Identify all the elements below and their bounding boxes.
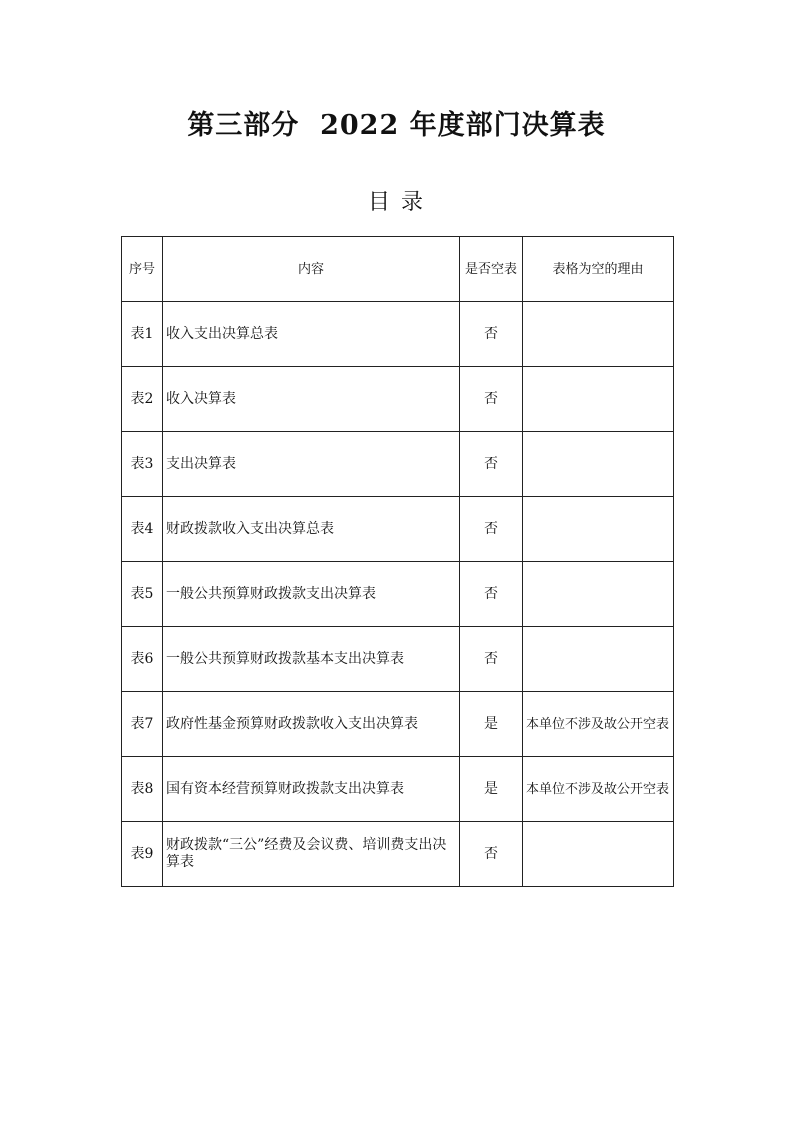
row-content: 一般公共预算财政拨款基本支出决算表	[163, 627, 460, 692]
table-row	[122, 692, 674, 757]
row-reason	[523, 367, 674, 432]
row-content: 收入决算表	[163, 367, 460, 432]
row-reason	[523, 822, 674, 887]
row-reason: 本单位不涉及故公开空表	[523, 692, 674, 757]
header-content: 内容	[163, 237, 460, 302]
row-seq: 表4	[122, 497, 163, 562]
row-seq: 表2	[122, 367, 163, 432]
header-is-empty: 是否空表	[460, 237, 523, 302]
row-content: 支出决算表	[163, 432, 460, 497]
row-reason	[523, 302, 674, 367]
row-is-empty: 否	[460, 367, 523, 432]
catalog-subtitle: 目 录	[368, 190, 425, 215]
table-row	[122, 627, 674, 692]
row-content: 收入支出决算总表	[163, 302, 460, 367]
row-seq: 表5	[122, 562, 163, 627]
table-row	[122, 822, 674, 887]
row-is-empty: 是	[460, 692, 523, 757]
row-seq: 表6	[122, 627, 163, 692]
row-reason: 本单位不涉及故公开空表	[523, 757, 674, 822]
row-content: 政府性基金预算财政拨款收入支出决算表	[163, 692, 460, 757]
table-row	[122, 497, 674, 562]
table-header-row	[122, 237, 674, 302]
row-content: 财政拨款收入支出决算总表	[163, 497, 460, 562]
row-reason	[523, 497, 674, 562]
row-is-empty: 是	[460, 757, 523, 822]
row-seq: 表7	[122, 692, 163, 757]
row-seq: 表9	[122, 822, 163, 887]
table-row	[122, 432, 674, 497]
row-is-empty: 否	[460, 302, 523, 367]
row-seq: 表3	[122, 432, 163, 497]
row-seq: 表1	[122, 302, 163, 367]
row-is-empty: 否	[460, 497, 523, 562]
table-row	[122, 302, 674, 367]
row-is-empty: 否	[460, 822, 523, 887]
row-is-empty: 否	[460, 627, 523, 692]
row-is-empty: 否	[460, 432, 523, 497]
table-row	[122, 757, 674, 822]
row-content: 国有资本经营预算财政拨款支出决算表	[163, 757, 460, 822]
header-reason: 表格为空的理由	[523, 237, 674, 302]
catalog-table	[121, 236, 674, 887]
row-reason	[523, 432, 674, 497]
table-row	[122, 367, 674, 432]
table-row	[122, 562, 674, 627]
header-seq: 序号	[122, 237, 163, 302]
page-title: 第三部分 2022 年度部门决算表	[187, 110, 606, 141]
row-seq: 表8	[122, 757, 163, 822]
row-content: 一般公共预算财政拨款支出决算表	[163, 562, 460, 627]
row-reason	[523, 562, 674, 627]
row-is-empty: 否	[460, 562, 523, 627]
row-reason	[523, 627, 674, 692]
row-content: 财政拨款“三公”经费及会议费、培训费支出决算表	[163, 822, 460, 887]
